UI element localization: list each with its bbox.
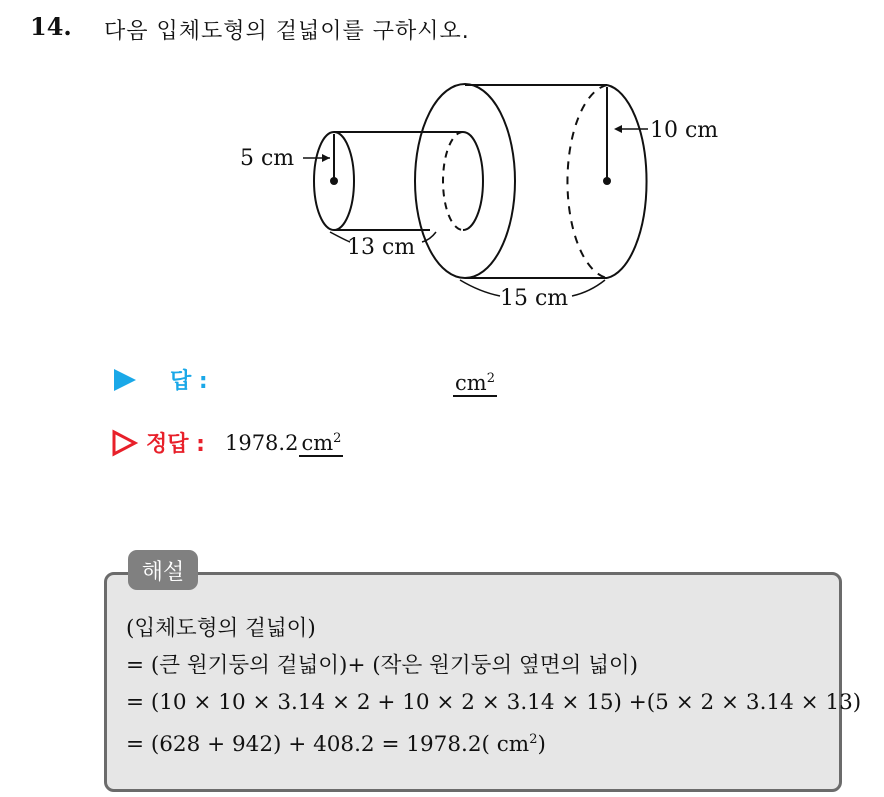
correct-answer-unit: $cm^2$: [299, 428, 343, 457]
explanation-text: [126, 612, 861, 760]
large-length-label: 15 cm: [500, 286, 569, 311]
explanation-line-4: = (628 + 942) + 408.2 = 1978.2( $cm^2$): [126, 732, 546, 757]
correct-answer-row: [110, 427, 343, 458]
answer-label: 답 :: [170, 369, 208, 394]
small-radius-label: 5 cm: [240, 146, 295, 171]
small-cylinder: [314, 132, 483, 230]
explanation-line-3: = (10 × 10 × 3.14 × 2 + 10 × 2 × 3.14 × 15) +(5 × 2 × 3.14 × 13): [126, 690, 862, 715]
question-number: 14.: [30, 12, 72, 41]
large-length-brace-left: [460, 280, 500, 296]
answer-row: [110, 364, 208, 395]
small-length-label: 13 cm: [347, 235, 416, 260]
question-text: 다음 입체도형의 겉넓이를 구하시오.: [104, 19, 470, 44]
play-triangle-icon: [110, 367, 140, 393]
outline-triangle-icon: [110, 429, 140, 457]
large-length-brace-right: [572, 280, 605, 296]
explanation-line-2: = (큰 원기둥의 겉넓이)+ (작은 원기둥의 옆면의 넓이): [126, 653, 639, 678]
large-cylinder: [415, 84, 647, 278]
large-radius-label: 10 cm: [650, 118, 719, 143]
explanation-line-1: (입체도형의 겉넓이): [126, 616, 316, 641]
cylinder-figure: [0, 0, 884, 340]
correct-answer-label: 정답 :: [146, 432, 205, 457]
answer-unit: $cm^2$: [453, 368, 497, 397]
explanation-tag: 해설: [128, 550, 198, 590]
correct-answer-value: 1978.2: [224, 430, 299, 455]
